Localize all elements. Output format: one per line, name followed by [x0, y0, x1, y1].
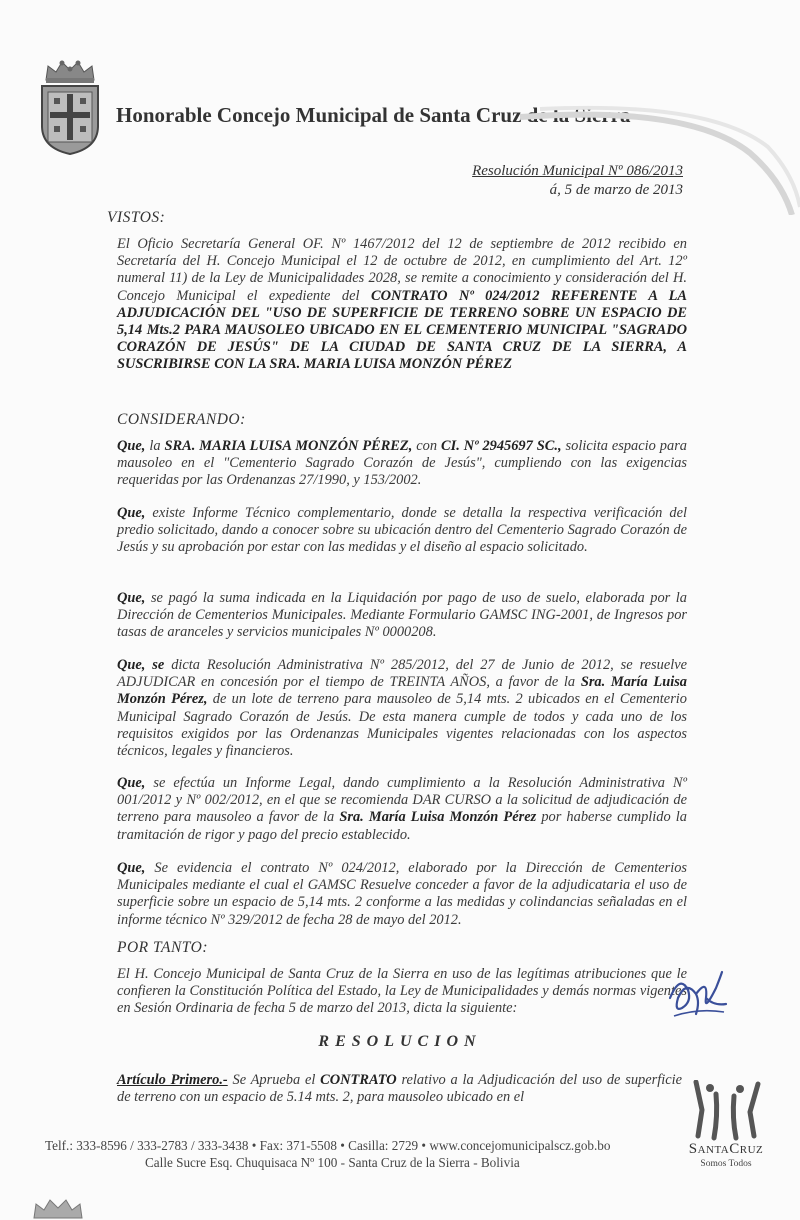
por-tanto-heading: POR TANTO:	[117, 939, 208, 956]
coat-of-arms-icon	[38, 82, 102, 156]
considerando-paragraph-6: Que, Se evidencia el contrato Nº 024/2012, elaborado por la Dirección de Cementerios Municipales mediante el cual el GAMSC Resuelve conceder a favor de la adjudicataria el uso de superficie sobre un espacio de 5,14 mts. 2 conforme a las medidas y colindancias señaladas en el informe técnico Nº 329/2012 de fecha 28 de mayo del 2012.	[117, 860, 687, 928]
crest-crown-icon	[42, 58, 98, 84]
signature-icon	[662, 968, 732, 1026]
bottom-crest-icon	[30, 1196, 86, 1220]
footer-address: Calle Sucre Esq. Chuquisaca Nº 100 - Santa Cruz de la Sierra - Bolivia	[145, 1155, 520, 1170]
por-tanto-paragraph: El H. Concejo Municipal de Santa Cruz de la Sierra en uso de las legítimas atribuciones que le confieren la Constitución Política del Estado, la Ley de Municipalidades y demás normas vigentes en Sesión Ordinaria de fecha 5 de marzo del 2013, dicta la siguiente:	[117, 966, 687, 1017]
vistos-heading: VISTOS:	[107, 209, 166, 226]
resolution-date: á, 5 de marzo de 2013	[549, 182, 683, 198]
considerando-paragraph-2: Que, existe Informe Técnico complementario, donde se detalla la respectiva verificación del predio solicitado, dando a conocer sobre su ubicación dentro del Cementerio Sagrado Corazón de Jesús y su aprobación por estar con las medidas y el diseño al espacio solicitado.	[117, 505, 687, 556]
considerando-heading: CONSIDERANDO:	[117, 411, 246, 428]
organization-title: Honorable Concejo Municipal de Santa Cruz de la Sierra	[116, 103, 631, 127]
footer-contact: Telf.: 333-8596 / 333-2783 / 333-3438 • Fax: 371-5508 • Casilla: 2729 • www.concejomunicipalscz.gob.bo	[45, 1138, 611, 1153]
vistos-paragraph: El Oficio Secretaría General OF. Nº 1467/2012 del 12 de septiembre de 2012 recibido en Secretaría del H. Concejo Municipal el 12 de octubre de 2012, en cumplimiento del Art. 12º numeral 11) de la Ley de Municipalidades 2028, se remite a conocimiento y consideración del H. Concejo Municipal el expediente del CONTRATO Nº 024/2012 REFERENTE A LA ADJUDICACIÓN DEL "USO DE SUPERFICIE DE TERRENO SOBRE UN ESPACIO DE 5,14 Mts.2 PARA MAUSOLEO UBICADO EN EL CEMENTERIO MUNICIPAL "SAGRADO CORAZÓN DE JESÚS" DE LA CIUDAD DE SANTA CRUZ DE LA SIERRA, A SUSCRIBIRSE CON LA SRA. MARIA LUISA MONZÓN PÉREZ	[117, 236, 687, 373]
brand-name: SantaCruz	[688, 1141, 764, 1157]
resolution-number: Resolución Municipal Nº 086/2013	[472, 163, 683, 179]
considerando-paragraph-1: Que, la SRA. MARIA LUISA MONZÓN PÉREZ, con CI. Nº 2945697 SC., solicita espacio para mausoleo en el "Cementerio Sagrado Corazón de Jesús", cumpliendo con las exigencias requeridas por las Ordenanzas 27/1990, y 153/2002.	[117, 438, 687, 489]
article-label: Artículo Primero.-	[117, 1072, 228, 1088]
brand-tagline: Somos Todos	[700, 1159, 752, 1169]
considerando-paragraph-5: Que, se efectúa un Informe Legal, dando cumplimiento a la Resolución Administrativa Nº 001/2012 y Nº 002/2012, en el que se recomienda DAR CURSO a la solicitud de adjudicación de terreno para mausoleo a favor de la Sra. María Luisa Monzón Pérez por haberse cumplido la tramitación de rigor y pago del precio establecido.	[117, 775, 687, 843]
santa-cruz-brand-icon	[688, 1080, 764, 1142]
considerando-paragraph-4: Que, se dicta Resolución Administrativa Nº 285/2012, del 27 de Junio de 2012, se resuelve ADJUDICAR en concesión por el tiempo de TREINTA AÑOS, a favor de la Sra. María Luisa Monzón Pérez, de un lote de terreno para mausoleo de 5,14 mts. 2 ubicados en el Cementerio Municipal Sagrado Corazón de Jesús. De esta manera cumple de todos y cada uno de los requisitos exigidos por las Ordenanzas Municipales vigentes relacionadas con los aspectos técnicos, legales y financieros.	[117, 657, 688, 760]
considerando-paragraph-3: Que, se pagó la suma indicada en la Liquidación por pago de uso de suelo, elaborada por la Dirección de Cementerios Municipales. Mediante Formulario GAMSC ING-2001, de Ingresos por tasas de aranceles y servicios municipales Nº 0000208.	[117, 590, 687, 641]
contract-reference: CONTRATO Nº 024/2012 REFERENTE A LA ADJUDICACIÓN DEL "USO DE SUPERFICIE DE TERRENO SOBRE UN ESPACIO DE 5,14 Mts.2 PARA MAUSOLEO UBICADO EN EL CEMENTERIO MUNICIPAL "SAGRADO CORAZÓN DE JESÚS" DE LA CIUDAD DE SANTA CRUZ DE LA SIERRA, A SUSCRIBIRSE CON LA SRA. MARIA LUISA MONZÓN PÉREZ	[117, 287, 687, 373]
resolucion-heading: RESOLUCION	[318, 1033, 482, 1050]
article-first: Artículo Primero.- Se Aprueba el CONTRATO relativo a la Adjudicación del uso de superficie de terreno con un espacio de 5.14 mts. 2, para mausoleo ubicado en el	[117, 1072, 682, 1106]
